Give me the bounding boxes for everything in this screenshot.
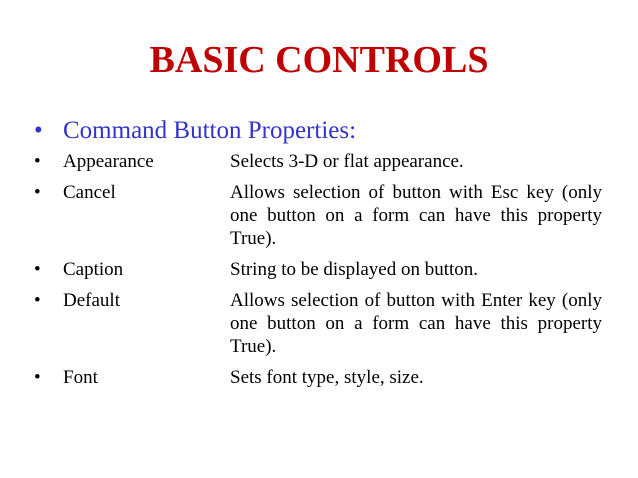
property-name: Font — [63, 367, 98, 388]
property-description: Sets font type, style, size. — [230, 367, 424, 388]
bullet-icon: • — [34, 290, 41, 311]
property-name: Caption — [63, 259, 124, 280]
property-item-appearance — [34, 150, 614, 173]
slide-title: BASIC CONTROLS — [149, 39, 489, 81]
bullet-icon: • — [34, 182, 41, 203]
property-list — [34, 150, 614, 397]
subheading-text: Command Button Properties: — [63, 117, 357, 144]
property-item-cancel — [34, 181, 614, 250]
property-name: Appearance — [63, 151, 154, 172]
property-item-default — [34, 289, 614, 358]
property-description: Allows selection of button with Esc key (only one button on a form can have this property True). — [230, 182, 602, 249]
property-item-caption — [34, 258, 614, 281]
property-description: String to be displayed on button. — [230, 259, 479, 280]
property-name: Default — [63, 290, 120, 311]
property-description: Selects 3-D or flat appearance. — [230, 151, 464, 172]
bullet-icon: • — [34, 117, 43, 144]
bullet-icon: • — [34, 151, 41, 172]
subheading — [34, 115, 356, 147]
bullet-icon: • — [34, 259, 41, 280]
bullet-icon: • — [34, 367, 41, 388]
property-name: Cancel — [63, 182, 116, 203]
property-description: Allows selection of button with Enter key (only one button on a form can have this property True). — [230, 290, 602, 357]
property-item-font — [34, 366, 614, 389]
